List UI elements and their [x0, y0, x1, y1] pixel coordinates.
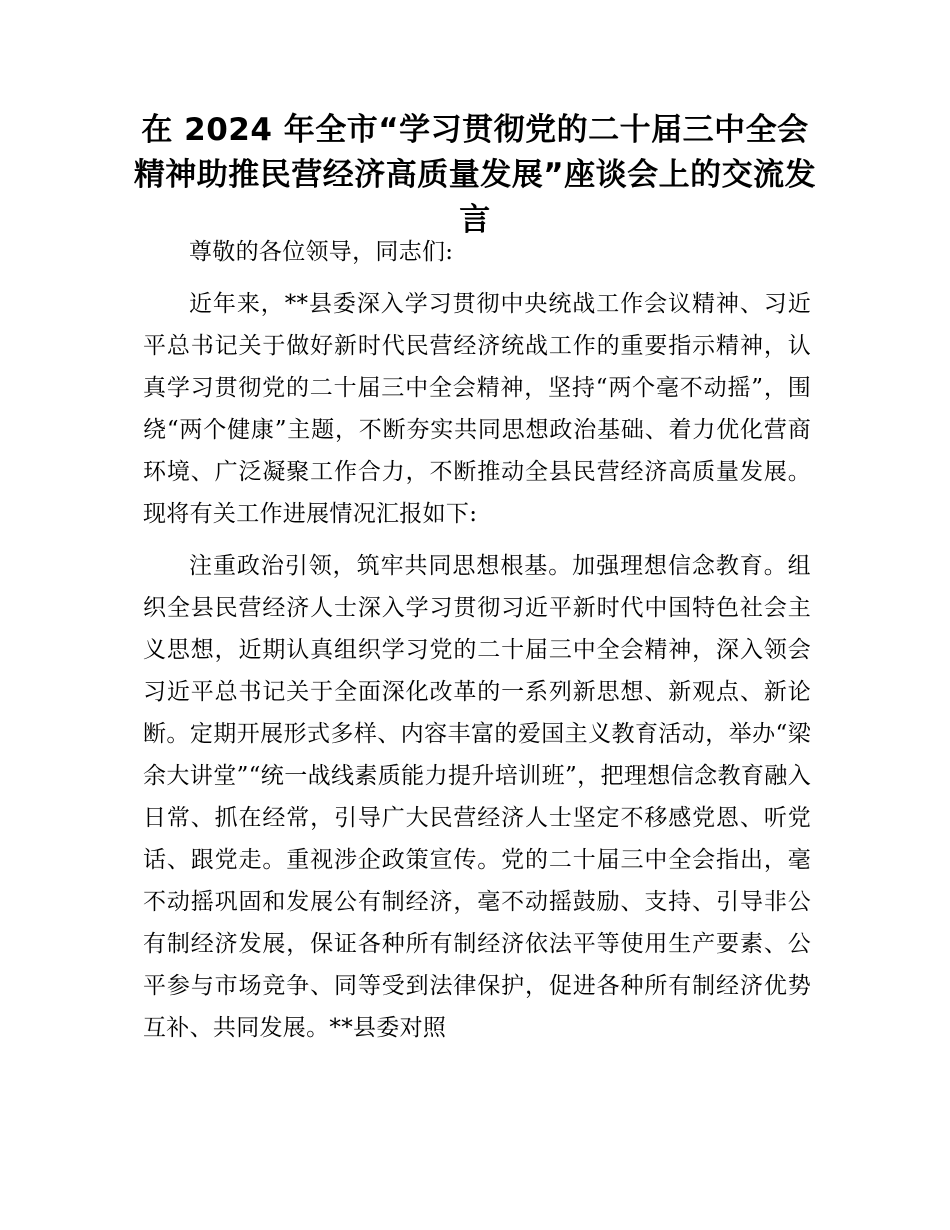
document-body	[143, 231, 811, 1059]
document-title: 在 2024 年全市“学习贯彻党的二十届三中全会精神助推民营经济高质量发展”座谈会上的交流发言	[133, 112, 817, 238]
paragraph-political-guidance: 注重政治引领，筑牢共同思想根基。加强理想信念教育。组织全县民营经济人士深入学习贯彻习近平新时代中国特色社会主义思想，近期认真组织学习党的二十届三中全会精神，深入领会习近平总书记关于全面深化改革的一系列新思想、新观点、新论断。定期开展形式多样、内容丰富的爱国主义教育活动，举办“梁余大讲堂”“统一战线素质能力提升培训班”，把理想信念教育融入日常、抓在经常，引导广大民营经济人士坚定不移感党恩、听党话、跟党走。重视涉企政策宣传。党的二十届三中全会指出，毫不动摇巩固和发展公有制经济，毫不动摇鼓励、支持、引导非公有制经济发展，保证各种所有制经济依法平等使用生产要素、公平参与市场竞争、同等受到法律保护，促进各种所有制经济优势互补、共同发展。**县委对照	[143, 553, 811, 1041]
paragraph-intro: 近年来，**县委深入学习贯彻中央统战工作会议精神、习近平总书记关于做好新时代民营经济统战工作的重要指示精神，认真学习贯彻党的二十届三中全会精神，坚持“两个毫不动摇”，围绕“两个健康”主题，不断夯实共同思想政治基础、着力优化营商环境、广泛凝聚工作合力，不断推动全县民营经济高质量发展。现将有关工作进展情况汇报如下:	[143, 291, 811, 527]
salutation: 尊敬的各位领导，同志们:	[189, 239, 454, 265]
